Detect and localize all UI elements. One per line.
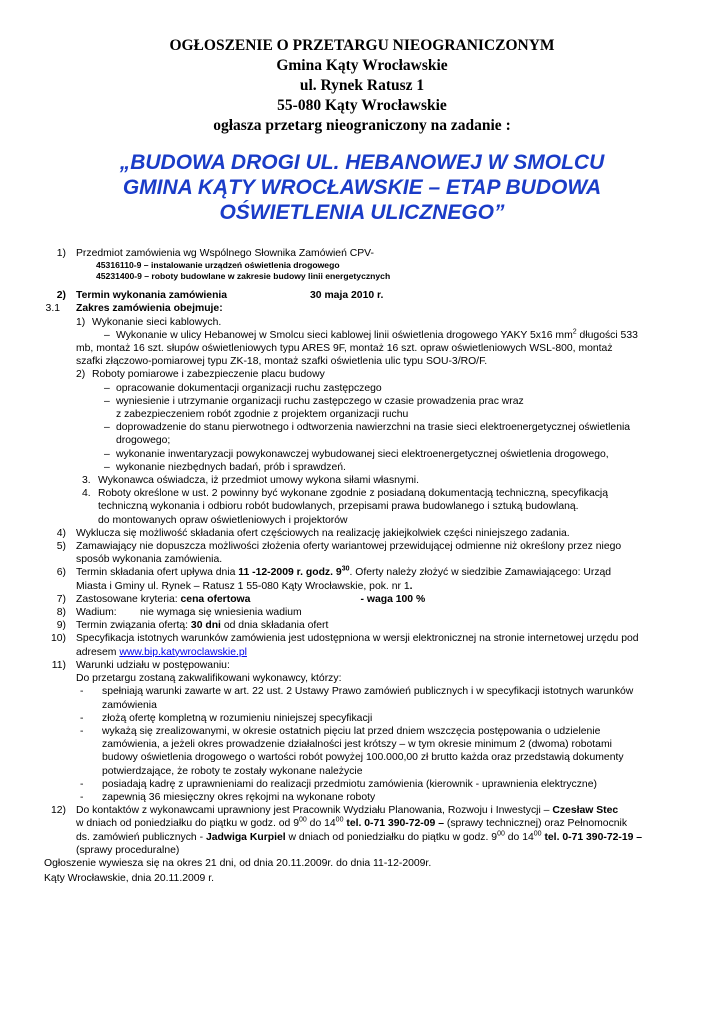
dash-mark: – [104, 448, 110, 460]
header-city: 55-080 Kąty Wrocławskie [277, 97, 447, 114]
section-7 [36, 593, 686, 606]
title-line-2: GMINA KĄTY WROCŁAWSKIE – ETAP BUDOWA [122, 176, 602, 199]
condition-text: potwierdzające, że roboty te zostały wykonane należycie [102, 765, 363, 777]
condition-text: złożą ofertę kompletną w rozumieniu niniejszej specyfikacji [102, 712, 373, 724]
section-11 [36, 659, 686, 804]
detail-text-cont: mb, montaż 16 szt. słupów oświetleniowych typu ARES 9F, montaż 16 szt. opraw oświetleniowych WSL-800, montaż [76, 343, 613, 355]
scope-item-2-detail [92, 448, 686, 461]
deadline-date: 11 -12-2009 r. godz. 9 [238, 567, 342, 579]
scope-item-2-detail [92, 382, 686, 395]
posting-period: Ogłoszenie wywiesza się na okres 21 dni, od dnia 20.11.2009r. do dnia 11-12-2009r. [44, 858, 432, 869]
contact-name-technical: Czesław Stec [552, 805, 619, 817]
scope-item-2 [76, 368, 686, 474]
document-body [36, 247, 686, 857]
completion-date: 30 maja 2010 r. [310, 290, 384, 302]
section-10 [36, 632, 686, 658]
deposit-label: Wadium: [76, 607, 117, 619]
scope-item-3 [82, 474, 686, 487]
spec-address-label: adresem [76, 646, 120, 658]
section-number: 3.1 [45, 303, 60, 315]
section-number: 9) [56, 620, 66, 632]
section-5-text: Zamawiający nie dopuszcza możliwości złożenia oferty wariantowej przewidującej odmienne niż określony przez niego [76, 541, 622, 553]
section-6 [36, 566, 686, 592]
contact-text: ds. zamówień publicznych - [76, 831, 206, 843]
dash-mark: – [104, 329, 110, 341]
contact-hours: do 14 [306, 818, 336, 830]
detail-text-cont: szafki złączowo-pomiarowej typu ZK-18, montaż szafki oświetlenia ulic typu SOU-3/RO/F. [76, 356, 488, 368]
hours-superscript: 00 [335, 816, 344, 824]
detail-text: długości 533 [576, 329, 638, 341]
section-number: 2) [56, 290, 66, 302]
section-number: 7) [56, 593, 66, 605]
deadline-text: . Oferty należy złożyć w siedzibie Zamawiającego: Urząd [349, 567, 612, 579]
section-4 [36, 527, 686, 540]
condition-item [76, 725, 686, 778]
contact-name-procedural: Jadwiga Kurpiel [205, 831, 286, 843]
condition-text: spełniają warunki zawarte w art. 22 ust. 2 Ustawy Prawo zamówień publicznych i w specyfikacji istotnych warunków [102, 686, 634, 698]
detail-text: opracowanie dokumentacji organizacji ruchu zastępczego [116, 382, 382, 394]
deadline-minutes: 30 [341, 566, 350, 573]
detail-text: doprowadzenie do stanu pierwotnego i odtworzenia nawierzchni na trasie sieci elektroenergetycznej oświetlenia [116, 422, 631, 434]
binding-text: od dnia składania ofert [220, 620, 329, 632]
conditions-label: Warunki udziału w postępowaniu: [76, 659, 230, 671]
detail-text: wyniesienie i utrzymanie organizacji ruchu zastępczego w czasie prowadzenia prac wraz [116, 395, 524, 407]
spec-text: Specyfikacja istotnych warunków zamówienia jest udostępniona w wersji elektronicznej na stronie internetowej urzędu pod [76, 633, 639, 645]
section-1-text: Przedmiot zamówienia wg Wspólnego Słownika Zamówień CPV- [76, 248, 374, 259]
cpv-code-1: 45316110-9 – instalowanie urządzeń oświetlenia drogowego [96, 260, 340, 271]
section-4-text: Wyklucza się możliwość składania ofert częściowych na realizację jakiejkolwiek części niniejszego zadania. [76, 527, 570, 539]
condition-text: zamówienia, a jeżeli okres prowadzenie działalności jest krótszy – w tym okresie minimum 2 (dwoma) robotami [102, 739, 612, 751]
item-number: 3. [82, 475, 91, 487]
binding-label: Termin związania ofertą: [76, 620, 191, 632]
condition-item [76, 778, 686, 791]
contact-text: (sprawy technicznej) oraz Pełnomocnik [443, 818, 628, 830]
section-number: 4) [56, 527, 66, 539]
bip-website-link[interactable]: www.bip.katywroclawskie.pl [119, 646, 247, 658]
deadline-address: Miasta i Gminy ul. Rynek – Ratusz 1 55-080 Kąty Wrocławskie, pok. nr 1 [76, 580, 410, 592]
section-8 [36, 606, 686, 619]
section-number: 12) [50, 805, 66, 817]
scope-item-1-detail [92, 329, 686, 342]
header-line-1: OGŁOSZENIE O PRZETARGU NIEOGRANICZONYM [169, 37, 555, 54]
section-number: 8) [56, 607, 66, 619]
deadline-address-end: . [409, 580, 413, 592]
footer [44, 856, 431, 886]
criteria-weight: - waga 100 % [360, 593, 426, 605]
contact-text: Do kontaktów z wykonawcami uprawniony jest Pracownik Wydziału Planowania, Rozwoju i Inwestycji – [76, 805, 553, 817]
section-number: 11) [51, 659, 66, 671]
section-12 [36, 804, 686, 857]
condition-item [76, 712, 686, 725]
tender-title [0, 150, 724, 225]
contact-phone-procedural: tel. 0-71 390-72-19 – [544, 831, 643, 843]
dash-mark: – [104, 382, 110, 394]
completion-label: Termin wykonania zamówienia [76, 290, 228, 302]
item-text: Roboty określone w ust. 2 powinny być wykonane zgodnie z posiadaną dokumentacją techniczną, specyfikacją [98, 488, 609, 500]
condition-text: wykażą się zrealizowanymi, w okresie ostatnich pięciu lat przed dniem wszczęcia postępowania o udzielenie [102, 725, 601, 737]
item-text: techniczną wykonania i odbioru robót budowlanych, przepisami prawa budowlanego i sztuką budowlaną. [98, 501, 579, 513]
scope-item-2-detail [92, 421, 686, 447]
condition-item [76, 685, 686, 711]
item-number: 2) [76, 369, 86, 381]
title-line-3: OŚWIETLENIA ULICZNEGO” [219, 201, 505, 224]
section-2 [36, 289, 686, 302]
hyphen-mark: - [80, 686, 84, 698]
hours-superscript: 00 [533, 830, 542, 838]
header-municipality: Gmina Kąty Wrocławskie [276, 57, 448, 74]
cpv-code-2: 45231400-9 – roboty budowlane w zakresie budowy linii energetycznych [96, 271, 391, 282]
hours-superscript: 00 [298, 816, 307, 824]
conditions-intro: Do przetargu zostaną zakwalifikowani wykonawcy, którzy: [76, 673, 342, 685]
item-text: Wykonanie sieci kablowych. [92, 316, 222, 328]
detail-text: drogowego; [116, 435, 171, 447]
unit-superscript: 2 [572, 328, 577, 336]
section-number: 6) [56, 567, 66, 579]
deadline-label: Termin składania ofert upływa dnia [76, 567, 239, 579]
hyphen-mark: - [80, 778, 84, 790]
section-5 [36, 540, 686, 566]
hyphen-mark: - [80, 712, 84, 724]
section-9 [36, 619, 686, 632]
hyphen-mark: - [80, 725, 84, 737]
scope-item-2-detail [92, 461, 686, 474]
condition-text: posiadają kadrę z uprawnieniami do realizacji przedmiotu zamówienia (kierownik - uprawnienia elektryczne) [102, 778, 597, 790]
condition-text: budowy oświetlenia drogowego o wartości robót powyżej 100.000,00 zł brutto każda oraz przedstawią dokumenty [102, 752, 624, 764]
section-3-1 [36, 302, 686, 526]
header-street: ul. Rynek Ratusz 1 [299, 77, 425, 94]
dash-mark: – [104, 395, 110, 407]
condition-item [76, 791, 686, 804]
criteria-value: cena ofertowa [180, 593, 251, 605]
scope-item-2-detail [92, 395, 686, 421]
detail-text: wykonanie inwentaryzacji powykonawczej wybudowanej sieci elektroenergetycznej oświetlenia drogowego, [116, 448, 609, 460]
section-number: 1) [56, 248, 66, 259]
title-line-1: „BUDOWA DROGI UL. HEBANOWEJ W SMOLCU [119, 151, 605, 174]
detail-text: wykonanie niezbędnych badań, prób i sprawdzeń. [116, 461, 346, 473]
contact-hours: do 14 [504, 831, 534, 843]
hours-superscript: 00 [497, 830, 505, 838]
scope-item-1 [76, 316, 686, 369]
header-announces: ogłasza przetarg nieograniczony na zadanie : [213, 117, 511, 134]
detail-text: Wykonanie w ulicy Hebanowej w Smolcu sieci kablowej linii oświetlenia drogowego YAKY 5x16 mm [116, 329, 573, 341]
hyphen-mark: - [80, 791, 84, 803]
contact-text: (sprawy proceduralne) [76, 844, 180, 856]
condition-text: zapewnią 36 miesięczny okres rękojmi na wykonane roboty [102, 791, 376, 803]
item-text: Roboty pomiarowe i zabezpieczenie placu budowy [92, 369, 325, 381]
condition-text: zamówienia [102, 699, 157, 711]
section-5-text: sposób wykonania zamówienia. [76, 554, 223, 566]
contact-hours: w dniach od poniedziałku do piątku w godz. 9 [285, 831, 498, 843]
contact-phone-technical: tel. 0-71 390-72-09 – [346, 818, 444, 830]
item-text: Wykonawca oświadcza, iż przedmiot umowy wykona siłami własnymi. [98, 475, 419, 487]
section-number: 10) [50, 633, 66, 645]
detail-text: z zabezpieczeniem robót zgodnie z projektem organizacji ruchu [116, 409, 409, 421]
deposit-text: nie wymaga się wniesienia wadium [140, 607, 302, 619]
scope-label: Zakres zamówienia obejmuje: [76, 303, 223, 315]
criteria-label: Zastosowane kryteria: [76, 593, 181, 605]
item-text: do montowanych opraw oświetleniowych i projektorów [98, 514, 348, 526]
dash-mark: – [104, 461, 110, 473]
section-1 [36, 247, 686, 260]
item-number: 1) [76, 316, 86, 328]
dash-mark: – [104, 422, 110, 434]
scope-item-4 [82, 487, 686, 527]
contact-hours: w dniach od poniedziałku do piątku w godz. od 9 [76, 818, 299, 830]
item-number: 4. [82, 488, 91, 500]
binding-days: 30 dni [190, 620, 221, 632]
place-and-date: Kąty Wrocławskie, dnia 20.11.2009 r. [44, 873, 214, 884]
section-number: 5) [56, 541, 66, 553]
